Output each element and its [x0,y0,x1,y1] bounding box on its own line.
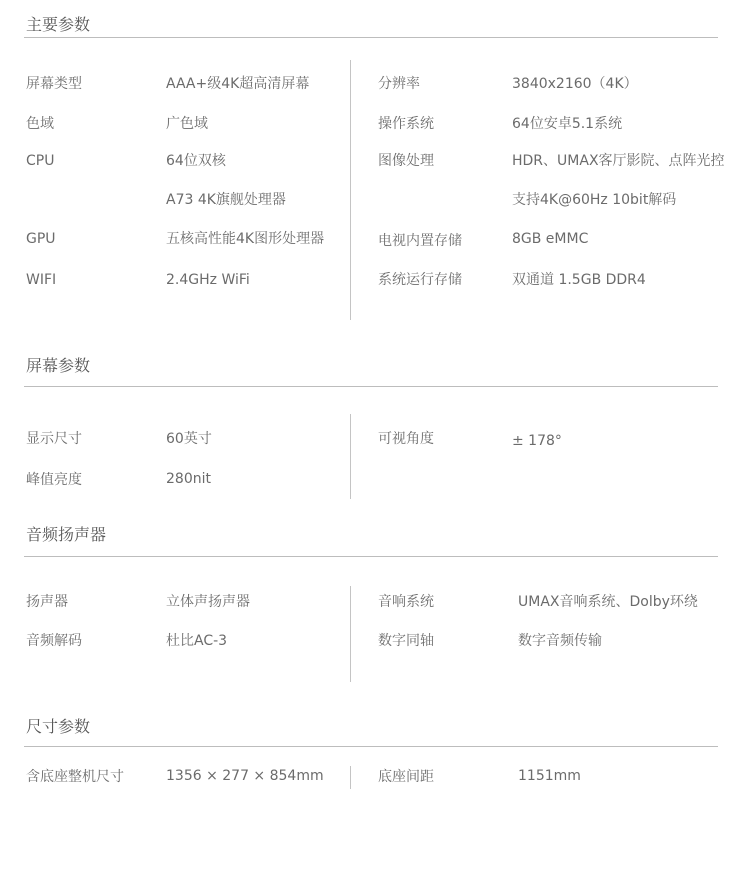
spec-value: 280nit [166,471,211,487]
spec-value: 2.4GHz WiFi [166,272,250,288]
column-divider-audio [350,586,351,682]
divider-size [24,746,718,747]
spec-key: 含底座整机尺寸 [26,769,124,785]
spec-value: 广色域 [166,116,208,132]
spec-key: WIFI [26,272,57,288]
divider-audio [24,556,718,557]
spec-key: CPU [26,153,55,169]
spec-key: 电视内置存储 [378,233,462,249]
section-title-screen: 屏幕参数 [26,356,91,375]
spec-value: ± 178° [512,433,562,449]
spec-value: 杜比AC-3 [166,633,228,649]
spec-key: 图像处理 [378,153,434,169]
spec-value: 8GB eMMC [512,231,589,247]
divider-main [24,37,718,38]
spec-value: 60英寸 [166,431,212,447]
spec-value: 立体声扬声器 [166,594,250,610]
spec-value: 64位安卓5.1系统 [512,116,623,132]
column-divider-main [350,60,351,320]
spec-value: 五核高性能4K图形处理器 [166,231,325,247]
spec-value: UMAX音响系统、Dolby环绕 [518,594,698,610]
spec-key: 数字同轴 [378,633,434,649]
spec-value: 64位双核 [166,153,226,169]
spec-value: AAA+级4K超高清屏幕 [166,76,310,92]
divider-screen [24,386,718,387]
spec-key: 屏幕类型 [26,76,82,92]
spec-value: 数字音频传输 [518,633,602,649]
section-title-main: 主要参数 [26,15,91,34]
spec-key: 分辨率 [378,76,420,92]
spec-key: 峰值亮度 [26,472,82,488]
spec-value: 支持4K@60Hz 10bit解码 [512,192,677,208]
spec-key: 操作系统 [378,116,434,132]
spec-key: 音响系统 [378,594,434,610]
spec-key: 系统运行存储 [378,272,462,288]
spec-key: 色域 [26,116,54,132]
spec-key: 显示尺寸 [26,431,82,447]
column-divider-size [350,766,351,789]
section-title-audio: 音频扬声器 [26,525,107,544]
section-title-size: 尺寸参数 [26,717,91,736]
spec-key: 底座间距 [378,769,434,785]
spec-value: 1151mm [518,768,581,784]
column-divider-screen [350,414,351,499]
spec-value: HDR、UMAX客厅影院、点阵光控 [512,153,725,169]
spec-value: A73 4K旗舰处理器 [166,192,286,208]
spec-key: 音频解码 [26,633,82,649]
spec-value: 3840x2160（4K） [512,76,638,92]
spec-value: 1356 × 277 × 854mm [166,768,324,784]
spec-key: 可视角度 [378,431,434,447]
spec-value: 双通道 1.5GB DDR4 [512,272,646,288]
spec-key: 扬声器 [26,594,68,610]
spec-key: GPU [26,231,56,247]
